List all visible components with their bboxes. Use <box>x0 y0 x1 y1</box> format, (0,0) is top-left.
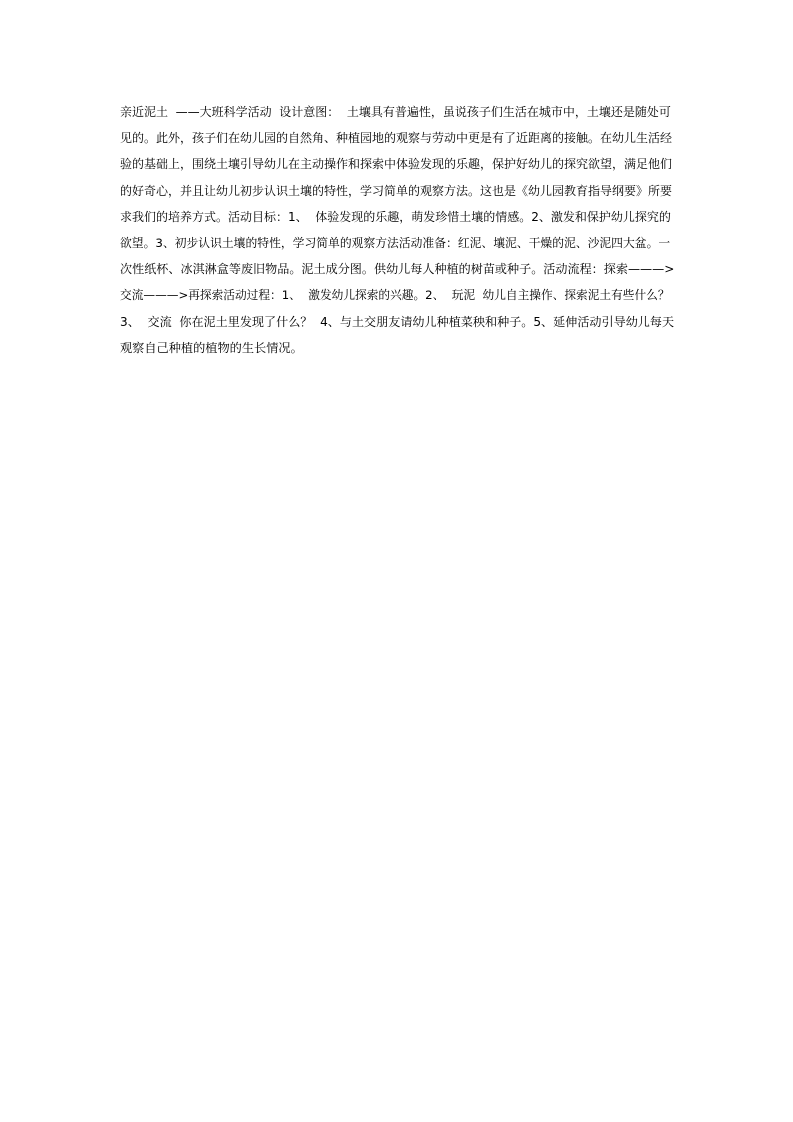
text-line: 亲近泥土 ——大班科学活动 设计意图： 土壤具有普遍性，虽说孩子们生活在城市中，土壤还是随处可 <box>120 105 671 119</box>
text-line: 次性纸杯、冰淇淋盒等废旧物品。泥土成分图。供幼儿每人种植的树苗或种子。活动流程：探索———> <box>120 262 675 277</box>
text-line: 3、 交流 你在泥土里发现了什么？ 4、与土交朋友请幼儿种植菜秧和种子。5、延伸活动引导幼儿每天 <box>120 314 675 329</box>
text-line: 见的。此外，孩子们在幼儿园的自然角、种植园地的观察与劳动中更是有了近距离的接触。在幼儿生活经 <box>120 131 673 146</box>
document-body <box>120 99 674 361</box>
text-line: 观察自己种植的植物的生长情况。 <box>120 340 303 355</box>
text-line: 验的基础上，围绕土壤引导幼儿在主动操作和探索中体验发现的乐趣，保护好幼儿的探究欲望，满足他们 <box>120 157 673 172</box>
text-line: 求我们的培养方式。活动目标：1、 体验发现的乐趣，萌发珍惜土壤的情感。2、激发和保护幼儿探究的 <box>120 209 671 224</box>
text-line: 交流———>再探索活动过程：1、 激发幼儿探索的兴趣。2、 玩泥 幼儿自主操作、探索泥土有些什么？ <box>120 288 670 303</box>
text-line: 的好奇心，并且让幼儿初步认识土壤的特性，学习简单的观察方法。这也是《幼儿园教育指导纲要》所要 <box>120 183 673 198</box>
text-line: 欲望。3、初步认识土壤的特性，学习简单的观察方法活动准备：红泥、壤泥、干燥的泥、沙泥四大盆。一 <box>120 235 671 250</box>
